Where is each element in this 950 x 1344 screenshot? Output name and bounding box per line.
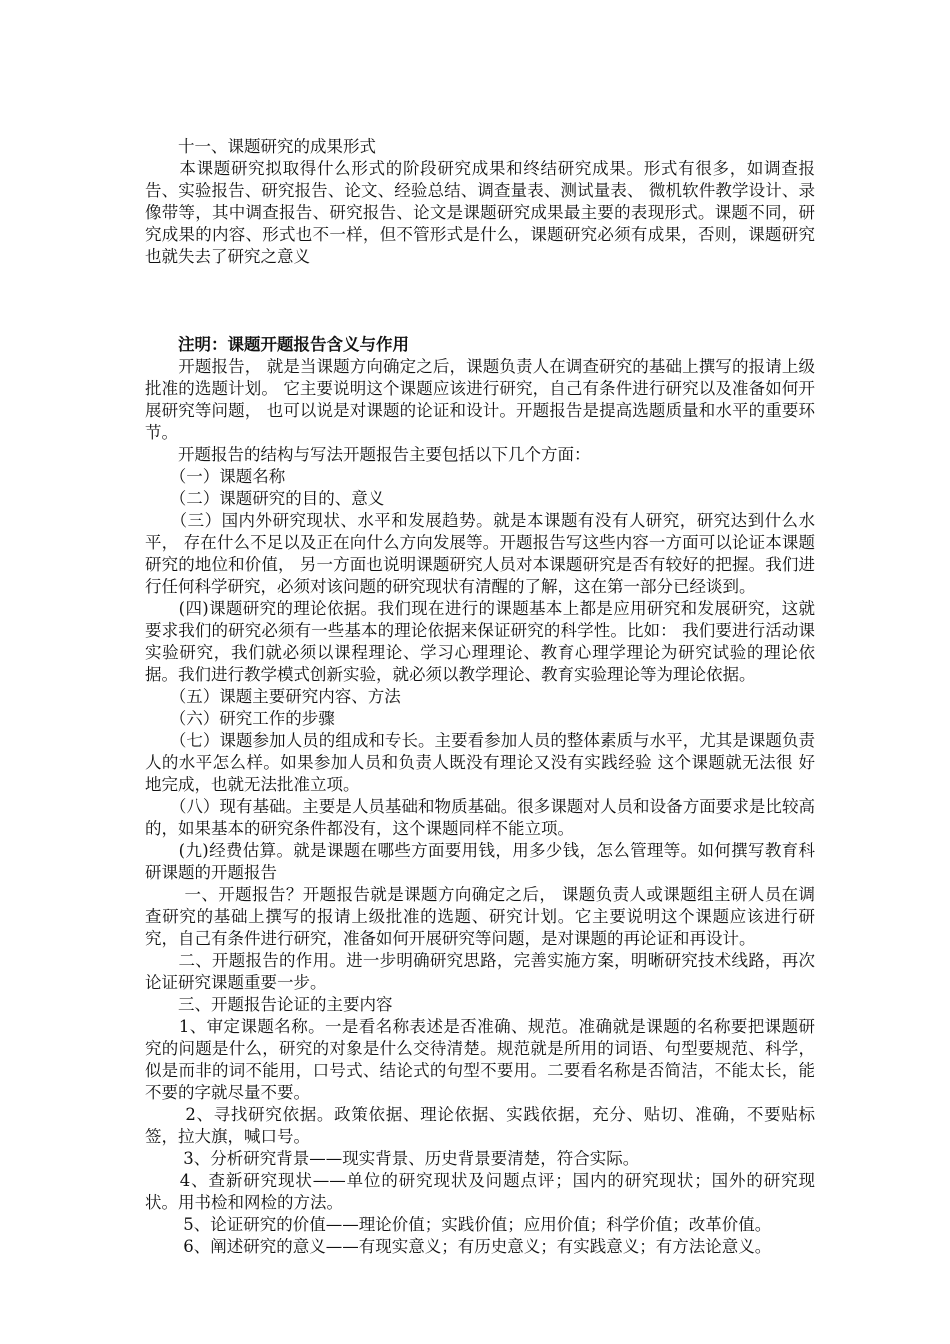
paragraph: （七）课题参加人员的组成和专长。主要看参加人员的整体素质与水平，尤其是课题负责人的水平怎么样。如果参加人员和负责人既没有理论又没有实践经验 这个课题就无法很 好地完成，也就无法批准立项。 xyxy=(145,731,815,794)
paragraph: （八）现有基础。主要是人员基础和物质基础。很多课题对人员和设备方面要求是比较高的，如果基本的研究条件都没有，这个课题同样不能立项。 xyxy=(145,797,815,838)
section-body: 本课题研究拟取得什么形式的阶段研究成果和终结研究成果。形式有很多，如调查报告、实验报告、研究报告、论文、经验总结、调查量表、测试量表、 微机软件教学设计、录像带等，其中调查报告、研究报告、论文是课题研究成果最主要的表现形式。课题不同，研究成果的内容、形式也不一样，但不管形式是什么，课题研究必须有成果，否则，课题研究也就失去了研究之意义 xyxy=(145,159,815,266)
paragraph: 2、寻找研究依据。政策依据、理论依据、实践依据，充分、贴切、准确，不要贴标签，拉大旗，喊口号。 xyxy=(145,1105,815,1146)
paragraph: 5、论证研究的价值——理论价值；实践价值；应用价值；科学价值；改革价值。 xyxy=(145,1215,772,1234)
paragraph: 4、查新研究现状——单位的研究现状及问题点评；国内的研究现状；国外的研究现状。用书检和网检的方法。 xyxy=(145,1171,815,1212)
paragraph: （一）课题名称 xyxy=(145,467,286,486)
paragraph: （五）课题主要研究内容、方法 xyxy=(145,687,401,706)
paragraph: 一、开题报告？开题报告就是课题方向确定之后， 课题负责人或课题组主研人员在调查研究的基础上撰写的报请上级批准的选题、研究计划。它主要说明这个课题应该进行研究，自己有条件进行研究，准备如何开展研究等问题，是对课题的再论证和再设计。 xyxy=(145,885,815,948)
paragraph: 二、开题报告的作用。进一步明确研究思路，完善实施方案，明晰研究技术线路，再次论证研究课题重要一步。 xyxy=(145,951,815,992)
paragraph: 6、阐述研究的意义——有现实意义；有历史意义；有实践意义；有方法论意义。 xyxy=(145,1237,772,1256)
paragraph: （二）课题研究的目的、意义 xyxy=(145,489,385,508)
paragraph: (九)经费估算。就是课题在哪些方面要用钱，用多少钱，怎么管理等。如何撰写教育科研课题的开题报告 xyxy=(145,841,815,882)
paragraph: 三、开题报告论证的主要内容 xyxy=(145,995,393,1014)
note-heading: 注明：课题开题报告含义与作用 xyxy=(145,335,409,354)
paragraph: 开题报告， 就是当课题方向确定之后，课题负责人在调查研究的基础上撰写的报请上级 批准的选题计划。 它主要说明这个课题应该进行研究，自己有条件进行研究以及准备如何开 展研究等问题， 也可以说是对课题的论证和设计。开题报告是提高选题质量和水平的重要环 节。 xyxy=(145,357,815,442)
paragraph: 开题报告的结构与写法开题报告主要包括以下几个方面： xyxy=(145,445,591,464)
paragraph: （三）国内外研究现状、水平和发展趋势。就是本课题有没有人研究，研究达到什么水平， 存在什么不足以及正在向什么方向发展等。开题报告写这些内容一方面可以论证本课题 研究的地位和价值， 另一方面也说明课题研究人员对本课题研究是否有较好的把握。我们进行任何科学研究，必须对该问题的研究现状有清醒的了解，这在第一部分已经谈到。 xyxy=(145,511,815,596)
section-title: 十一、课题研究的成果形式 xyxy=(145,137,376,156)
paragraph: 3、分析研究背景——现实背景、历史背景要清楚，符合实际。 xyxy=(145,1149,640,1168)
paragraph: 1、审定课题名称。一是看名称表述是否准确、规范。准确就是课题的名称要把课题研究的问题是什么，研究的对象是什么交待清楚。规范就是所用的词语、句型要规范、科学，似是而非的词不能用，口号式、结论式的句型不要用。二要看名称是否简洁，不能太长，能不要的字就尽量不要。 xyxy=(145,1017,815,1102)
spacer xyxy=(145,268,815,334)
paragraph: （六）研究工作的步骤 xyxy=(145,709,335,728)
paragraph: (四)课题研究的理论依据。我们现在进行的课题基本上都是应用研究和发展研究，这就要求我们的研究必须有一些基本的理论依据来保证研究的科学性。比如： 我们要进行活动课实验研究，我们就必须以课程理论、学习心理理论、教育心理学理论为研究试验的理论依据。我们进行教学模式创新实验，就必须以教学理论、教育实验理论等为理论依据。 xyxy=(145,599,815,684)
document-page xyxy=(145,136,815,1258)
